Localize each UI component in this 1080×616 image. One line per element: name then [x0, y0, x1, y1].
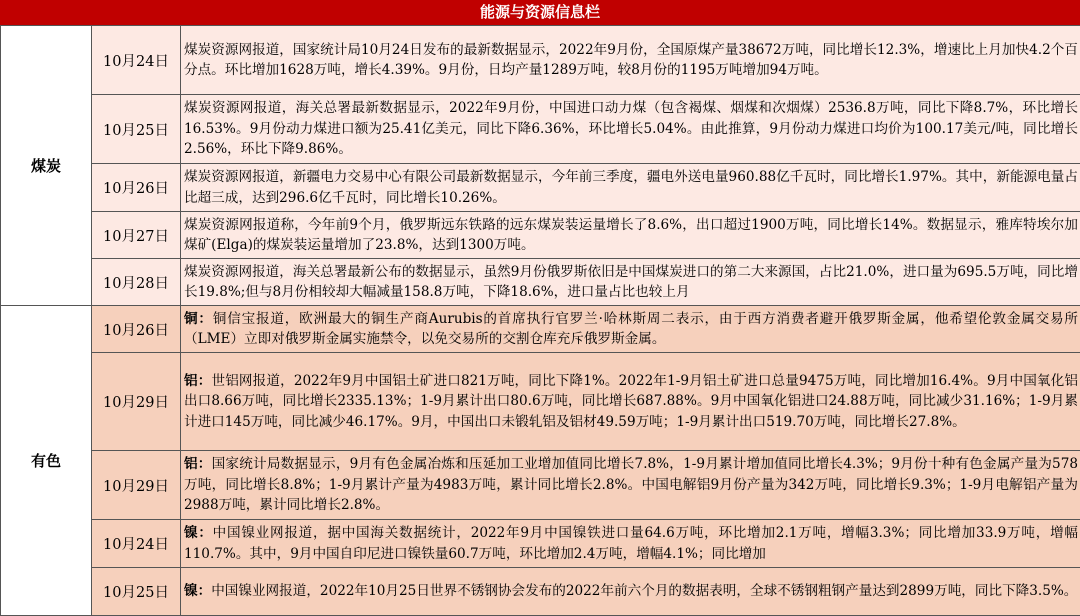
- table-row: [1, 95, 1080, 164]
- row-date: 10月25日: [92, 568, 181, 616]
- row-date: 10月24日: [92, 520, 181, 568]
- row-date: 10月24日: [92, 26, 181, 95]
- row-text: [181, 164, 1080, 212]
- row-text: [181, 26, 1080, 95]
- row-text-content: 铜信宝报道，欧洲最大的铜生产商Aurubis的首席执行官罗兰·哈林斯周二表示，由于西方消费者避开俄罗斯金属，他希望伦敦金属交易所（LME）立即对俄罗斯金属实施禁令，以免交易所的交割仓库充斥俄罗斯金属。: [184, 311, 1078, 348]
- row-text-content: 煤炭资源网报道，新疆电力交易中心有限公司最新数据显示，今年前三季度，疆电外送电量960.88亿千瓦时，同比增长1.97%。其中，新能源电量占比超三成，达到296.6亿千瓦时，同比增长10.26%。: [184, 167, 1078, 208]
- row-text-content: 中国镍业网报道，2022年10月25日世界不锈钢协会发布的2022年前六个月的数据表明，全球不锈钢粗钢产量达到2899万吨，同比下降3.5%。: [211, 583, 1077, 599]
- table-row: [1, 353, 1080, 451]
- row-text: [181, 95, 1080, 164]
- row-text-content: 煤炭资源网报道，国家统计局10月24日发布的最新数据显示，2022年9月份，全国原煤产量38672万吨，同比增长12.3%，增速比上月加快4.2个百分点。环比增加1628万吨，增长4.39%。9月份，日均产量1289万吨，较8月份的1195万吨增加94万吨。: [184, 40, 1078, 81]
- row-date: 10月26日: [92, 164, 181, 212]
- row-date: 10月29日: [92, 451, 181, 520]
- table-row: [1, 451, 1080, 520]
- table-row: [1, 259, 1080, 306]
- row-text: [181, 451, 1080, 520]
- row-date: 10月26日: [92, 306, 181, 353]
- metal-label: 铝：: [184, 456, 212, 472]
- metal-label: 镍：: [184, 525, 213, 541]
- table-row: [1, 568, 1080, 616]
- row-date: 10月28日: [92, 259, 181, 306]
- row-date: 10月25日: [92, 95, 181, 164]
- row-text: [181, 353, 1080, 451]
- table-row: [1, 212, 1080, 259]
- category-coal: 煤炭: [1, 26, 92, 306]
- category-nonferrous: 有色: [1, 306, 92, 616]
- row-text-content: 煤炭资源网报道，海关总署最新数据显示，2022年9月份，中国进口动力煤（包含褐煤、烟煤和次烟煤）2536.8万吨，同比下降8.7%，环比增长16.53%。9月份动力煤进口额为25.41亿美元，同比下降6.36%，环比增长5.04%。由此推算，9月份动力煤进口均价为100.17美元/吨，同比增长2.56%，环比下降9.86%。: [184, 98, 1078, 160]
- row-date: 10月27日: [92, 212, 181, 259]
- row-text-content: 国家统计局数据显示，9月有色金属冶炼和压延加工业增加值同比增长7.8%，1-9月累计增加值同比增长4.3%；9月份十种有色金属产量为578万吨，同比增长8.8%；1-9月累计产量为4983万吨，累计同比增长2.8%。中国电解铝9月份产量为342万吨，同比增长9.3%；1-9月电解铝产量为2988万吨，累计同比增长2.8%。: [184, 456, 1078, 513]
- info-table: [0, 25, 1080, 616]
- row-text-content: 世铝网报道，2022年9月中国铝土矿进口821万吨，同比下降1%。2022年1-9月铝土矿进口总量9475万吨，同比增加16.4%。9月中国氧化铝出口8.66万吨，同比增长2335.13%；1-9月累计出口80.6万吨，同比增长687.88%。9月中国氧化铝进口24.88万吨，同比减少31.16%；1-9月累计进口145万吨，同比减少46.17%。9月，中国出口未锻轧铝及铝材49.59万吨；1-9月累计出口519.70万吨，同比增长27.8%。: [184, 373, 1078, 430]
- table-row: [1, 164, 1080, 212]
- row-date: 10月29日: [92, 353, 181, 451]
- row-text: [181, 520, 1080, 568]
- table-row: [1, 26, 1080, 95]
- metal-label: 铜：: [184, 311, 213, 327]
- row-text: [181, 568, 1080, 616]
- row-text-content: 煤炭资源网报道，海关总署最新公布的数据显示，虽然9月份俄罗斯依旧是中国煤炭进口的第二大来源国，占比21.0%，进口量为695.5万吨，同比增长19.8%;但与8月份相较却大幅减量158.8万吨，下降18.6%，进口量占比也较上月: [184, 262, 1078, 303]
- row-text: [181, 212, 1080, 259]
- row-text-content: 煤炭资源网报道称，今年前9个月，俄罗斯远东铁路的远东煤炭装运量增长了8.6%，出口超过1900万吨，同比增长14%。数据显示，雅库特埃尔加煤矿(Elga)的煤炭装运量增加了23.8%，达到1300万吨。: [184, 215, 1078, 256]
- row-text-content: 中国镍业网报道，据中国海关数据统计，2022年9月中国镍铁进口量64.6万吨，环比增加2.1万吨，增幅3.3%；同比增加33.9万吨，增幅110.7%。其中，9月中国自印尼进口镍铁量60.7万吨，环比增加2.4万吨，增幅4.1%；同比增加: [184, 525, 1078, 562]
- row-text: [181, 259, 1080, 306]
- panel-title: 能源与资源信息栏: [0, 0, 1080, 25]
- metal-label: 铝：: [184, 373, 211, 389]
- row-text: [181, 306, 1080, 353]
- metal-label: 镍：: [184, 583, 211, 599]
- table-row: [1, 520, 1080, 568]
- table-row: [1, 306, 1080, 353]
